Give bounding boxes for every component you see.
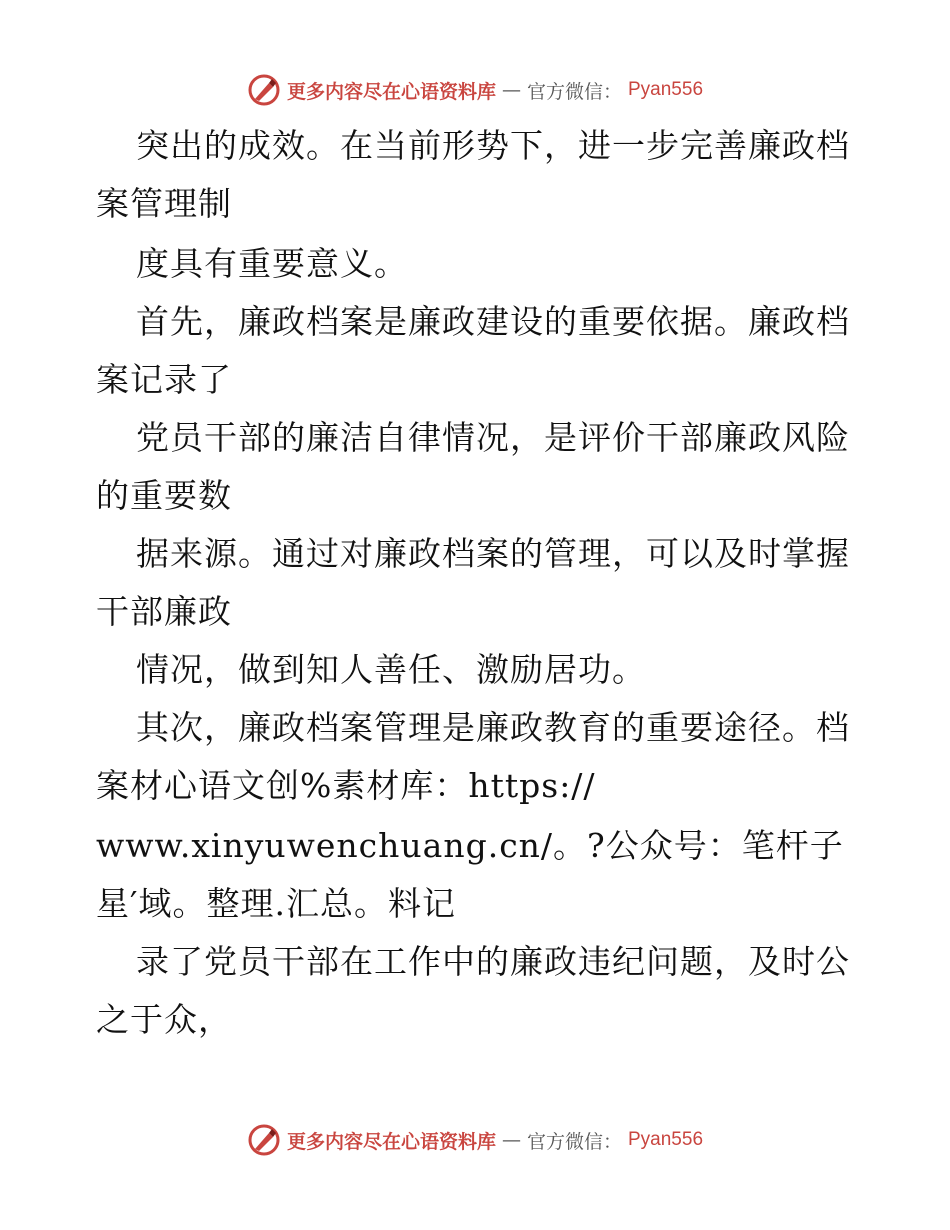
body-line: 度具有重要意义。	[136, 244, 408, 283]
footer-separator: —	[501, 1129, 521, 1151]
body-line: 情况，做到知人善任、激励居功。	[136, 650, 646, 689]
body-line: 干部廉政	[96, 592, 232, 631]
body-line: 其次，廉政档案管理是廉政教育的重要途径。档	[136, 708, 850, 747]
body-line: 党员干部的廉洁自律情况，是评价干部廉政风险	[136, 418, 850, 457]
body-line: 之于众，	[96, 1000, 232, 1039]
header-site-text: 更多内容尽在心语资料库	[286, 80, 496, 103]
pen-logo-icon	[247, 1123, 281, 1157]
body-line: 星′域。整理.汇总。料记	[96, 884, 456, 923]
footer-site-text: 更多内容尽在心语资料库	[286, 1130, 496, 1153]
body-line: 案记录了	[96, 360, 232, 399]
body-line: 案材心语文创%素材库：https://	[96, 766, 596, 805]
body-line: 突出的成效。在当前形势下，进一步完善廉政档	[136, 126, 850, 165]
body-line: 据来源。通过对廉政档案的管理，可以及时掌握	[136, 534, 850, 573]
body-line: 案管理制	[96, 184, 232, 223]
header-wechat-id: Pyan556	[628, 79, 704, 100]
header-banner-content	[247, 73, 703, 107]
header-banner	[0, 70, 950, 110]
footer-wechat-id: Pyan556	[628, 1129, 704, 1150]
body-line: 首先，廉政档案是廉政建设的重要依据。廉政档	[136, 302, 850, 341]
footer-banner	[0, 1120, 950, 1160]
footer-wechat-label: 官方微信：	[526, 1130, 622, 1153]
document-body	[96, 120, 866, 1080]
body-line: www.xinyuwenchuang.cn/。?公众号：笔杆子	[96, 826, 844, 865]
header-separator: —	[501, 79, 521, 101]
pen-logo-icon	[247, 73, 281, 107]
body-line: 的重要数	[96, 476, 232, 515]
body-line: 录了党员干部在工作中的廉政违纪问题，及时公	[136, 942, 850, 981]
footer-banner-content	[247, 1123, 703, 1157]
header-wechat-label: 官方微信：	[526, 80, 622, 103]
